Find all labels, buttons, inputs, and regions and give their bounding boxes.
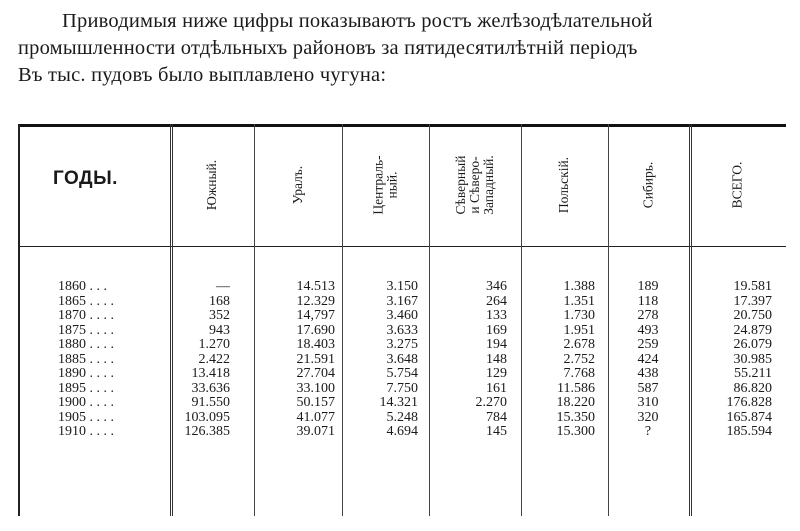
intro-line-3: Въ тыс. пудовъ было выплавлено чугуна:: [18, 64, 387, 86]
table-cell: 493: [637, 322, 659, 338]
table-cell: 3.275: [386, 337, 418, 352]
table-cell: 176.828: [726, 395, 772, 410]
siberia-column: [628, 280, 668, 440]
table-cell: 2.752: [563, 351, 595, 367]
year-cell: 1880 . . . .: [58, 337, 114, 352]
polish-column: [535, 280, 595, 440]
table-cell: 346: [486, 279, 507, 294]
years-column-header: ГОДЫ.: [53, 168, 118, 189]
intro-paragraph: [18, 8, 793, 89]
table-cell: 12.329: [296, 293, 335, 309]
table-cell: 33.100: [296, 380, 335, 396]
table-cell: 4.694: [386, 424, 418, 439]
year-cell: 1890 . . . .: [58, 366, 114, 381]
table-cell: 784: [486, 409, 507, 425]
year-cell: 1865 . . . .: [58, 293, 114, 309]
table-cell: 2.422: [198, 351, 230, 367]
table-cell: 91.550: [191, 395, 230, 410]
table-cell: 15.300: [556, 424, 595, 439]
table-cell: 169: [486, 322, 507, 338]
table-cell: 18.220: [556, 395, 595, 410]
table-cell: 7.768: [563, 366, 595, 381]
table-cell: 55.211: [734, 366, 772, 381]
table-cell: 18.403: [296, 337, 335, 352]
intro-line-1: Приводимыя ниже цифры показываютъ ростъ желѣзодѣлательной: [62, 10, 653, 32]
header-total: ВСЕГО.: [729, 161, 745, 209]
table-cell: 310: [637, 395, 659, 410]
table-cell: 168: [209, 293, 230, 309]
table-cell: 5.248: [386, 409, 418, 425]
table-cell: 161: [486, 380, 507, 396]
table-cell: 352: [209, 308, 230, 323]
table-cell: 39.071: [296, 424, 335, 439]
urals-column: [273, 280, 335, 440]
table-cell: 30.985: [733, 351, 772, 367]
northern-column: [443, 280, 507, 440]
table-cell: 185.594: [726, 424, 772, 439]
total-column: [708, 280, 772, 440]
south-column: [178, 280, 230, 440]
header-siberia: Сибирь.: [640, 161, 656, 209]
table-header-rule: [18, 246, 786, 247]
table-cell: 189: [637, 279, 659, 294]
header-northern: Сѣверный и Сѣверо- Западный.: [453, 155, 496, 215]
table-cell: 24.879: [733, 322, 772, 338]
table-cell: 3.633: [386, 322, 418, 338]
header-polish: Польскій.: [556, 156, 572, 214]
table-cell: 1.270: [198, 337, 230, 352]
header-south: Южный.: [203, 159, 219, 211]
table-cell: 3.648: [386, 351, 418, 367]
table-cell: 133: [486, 308, 507, 323]
table-cell: 14.513: [296, 279, 335, 294]
table-cell: 33.636: [191, 380, 230, 396]
intro-line-2: промышленности отдѣльныхъ районовъ за пятидесятилѣтній періодъ: [18, 37, 638, 59]
table-cell: 103.095: [184, 409, 230, 425]
table-cell: 943: [209, 322, 230, 338]
table-cell: 2.678: [563, 337, 595, 352]
table-cell: 15.350: [556, 409, 595, 425]
table-cell: 1.351: [563, 293, 595, 309]
table-cell: 2.270: [475, 395, 507, 410]
table-cell: 1.388: [563, 279, 595, 294]
table-cell: 148: [486, 351, 507, 367]
table-cell: 17.397: [733, 293, 772, 309]
table-cell: 19.581: [733, 279, 772, 294]
table-cell: —: [216, 279, 230, 294]
table-cell: 320: [637, 409, 659, 425]
header-urals: Уралъ.: [289, 165, 305, 205]
table-cell: 3.460: [386, 308, 418, 323]
year-cell: 1870 . . . .: [58, 308, 114, 323]
table-cell: 86.820: [733, 380, 772, 396]
table-cell: 587: [637, 380, 659, 396]
table-left-border: [18, 124, 20, 516]
year-cell: 1875 . . . .: [58, 322, 114, 338]
year-cell: 1910 . . . .: [58, 424, 114, 439]
table-cell: 278: [637, 308, 659, 323]
table-cell: ?: [644, 424, 652, 439]
central-column: [353, 280, 418, 440]
table-cell: 1.951: [563, 322, 595, 338]
table-cell: 259: [637, 337, 659, 352]
year-cell: 1885 . . . .: [58, 351, 114, 367]
table-cell: 3.167: [386, 293, 418, 309]
header-central: Централь- ный.: [370, 155, 400, 215]
table-cell: 165.874: [726, 409, 772, 425]
year-cell: 1900 . . . .: [58, 395, 114, 410]
table-cell: 1.730: [563, 308, 595, 323]
table-cell: 5.754: [386, 366, 418, 381]
table-cell: 50.157: [296, 395, 335, 410]
table-cell: 145: [486, 424, 507, 439]
table-cell: 424: [637, 351, 659, 367]
table-cell: 13.418: [191, 366, 230, 381]
table-cell: 118: [637, 293, 659, 309]
table-cell: 41.077: [296, 409, 335, 425]
table-cell: 21.591: [296, 351, 335, 367]
table-cell: 26.079: [733, 337, 772, 352]
table-cell: 129: [486, 366, 507, 381]
table-cell: 17.690: [296, 322, 335, 338]
year-cell: 1905 . . . .: [58, 409, 114, 425]
table-cell: 20.750: [733, 308, 772, 323]
years-column: [58, 280, 168, 440]
table-cell: 194: [486, 337, 507, 352]
pig-iron-table: [18, 124, 786, 520]
table-cell: 14.321: [379, 395, 418, 410]
table-cell: 264: [486, 293, 507, 309]
table-cell: 27.704: [296, 366, 335, 381]
year-cell: 1895 . . . .: [58, 380, 114, 396]
table-cell: 126.385: [184, 424, 230, 439]
table-cell: 7.750: [386, 380, 418, 396]
table-cell: 11.586: [557, 380, 595, 396]
table-cell: 3.150: [386, 279, 418, 294]
table-cell: 438: [637, 366, 659, 381]
table-cell: 14,797: [296, 308, 335, 323]
year-cell: 1860 . . .: [58, 279, 107, 294]
